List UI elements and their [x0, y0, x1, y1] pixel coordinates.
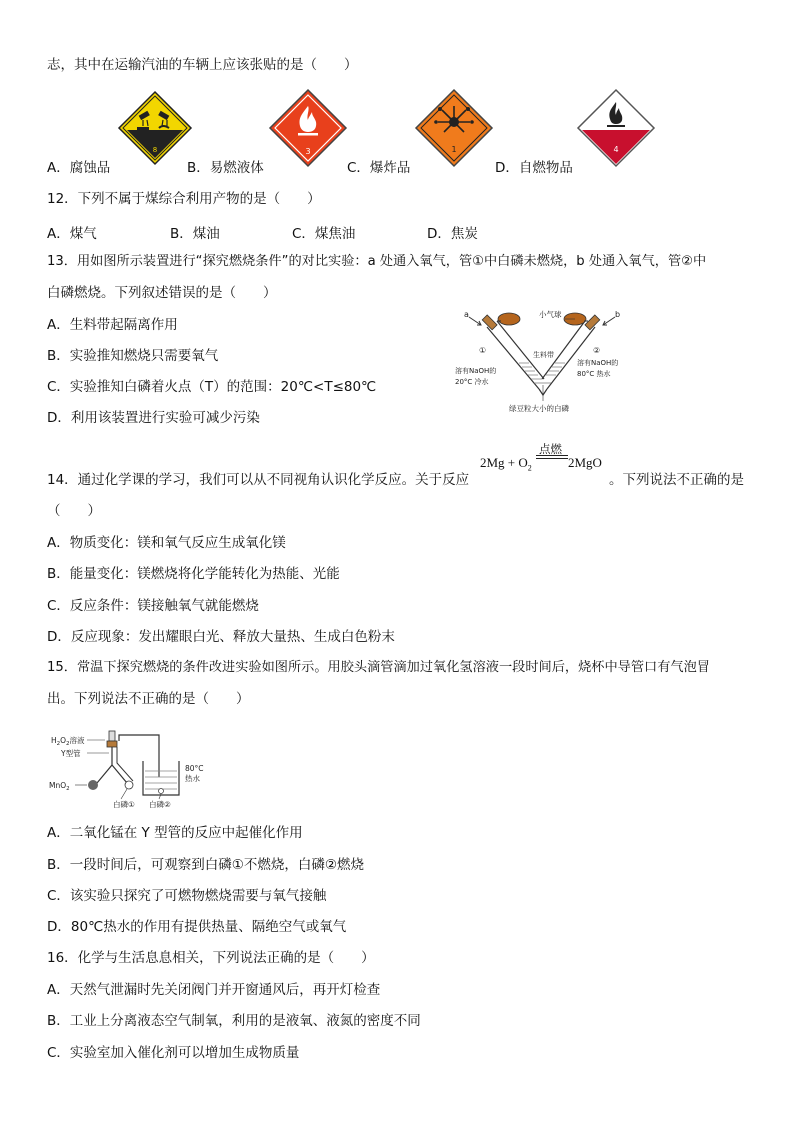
q12-option-d[interactable]: D．焦炭: [427, 226, 478, 242]
q14-option-a[interactable]: A．物质变化：镁和氧气反应生成氧化镁: [47, 535, 286, 551]
right-solution-label: 溶有NaOH的: [577, 359, 619, 367]
y-tube-label: Y型管: [61, 749, 81, 758]
q13-stem-line2: 白磷燃烧。下列叙述错误的是（ ）: [47, 285, 277, 301]
phosphorus-2-label: 白磷②: [149, 800, 171, 809]
corrosive-sign-icon: [115, 88, 195, 168]
tape-label: 生料带: [533, 351, 554, 359]
q15-option-a[interactable]: A．二氧化锰在 Y 型管的反应中起催化作用: [47, 825, 303, 841]
svg-text:1: 1: [451, 145, 457, 154]
q12-option-a[interactable]: A．煤气: [47, 226, 97, 242]
q11-option-c[interactable]: C．爆炸品: [347, 160, 411, 176]
q12-option-c[interactable]: C．煤焦油: [292, 226, 356, 242]
q13-stem-line1: 13．用如图所示装置进行“探究燃烧条件”的对比实验：a 处通入氧气，管①中白磷未燃烧，b 处通入氧气，管②中: [47, 254, 707, 269]
left-water-label: 20°C 冷水: [455, 378, 489, 386]
q14-option-d[interactable]: D．反应现象：发出耀眼白光、释放大量热、生成白色粉末: [47, 629, 395, 645]
q12-option-b[interactable]: B．煤油: [170, 226, 220, 242]
q16-option-b[interactable]: B．工业上分离液态空气制氧，利用的是液氧、液氮的密度不同: [47, 1013, 421, 1029]
q13-option-d[interactable]: D．利用该装置进行实验可减少污染: [47, 410, 260, 426]
q15-stem-line2: 出。下列说法不正确的是（ ）: [47, 691, 250, 707]
q14-stem-line1: 14．通过化学课的学习，我们可以从不同视角认识化学反应。关于反应: [47, 472, 470, 488]
phosphorus-1-label: 白磷①: [113, 800, 135, 809]
reaction-condition: 点燃: [539, 442, 562, 456]
q16-option-a[interactable]: A．天然气泄漏时先关闭阀门并开窗通风后，再开灯检查: [47, 982, 381, 998]
q13-option-a[interactable]: A．生料带起隔离作用: [47, 317, 178, 333]
left-solution-label: 溶有NaOH的: [455, 367, 497, 375]
label-a: a: [464, 310, 469, 319]
q15-option-b[interactable]: B．一段时间后，可观察到白磷①不燃烧，白磷②燃烧: [47, 857, 364, 873]
equation-left: $2Mg + O_2$: [480, 455, 532, 473]
h2o2-label: $H_2O_2$溶液: [51, 736, 85, 747]
explosive-sign-icon: [414, 88, 494, 168]
equation-right: 2MgO: [568, 455, 602, 470]
reaction-equation: [480, 441, 610, 473]
spontaneous-combustion-sign-icon: [576, 88, 656, 168]
svg-text:3: 3: [305, 147, 311, 156]
q15-option-d[interactable]: D．80℃热水的作用有提供热量、隔绝空气或氧气: [47, 919, 347, 935]
q15-apparatus-diagram: [47, 727, 217, 811]
q11-option-b[interactable]: B．易燃液体: [187, 160, 264, 176]
q14-stem-line1-end: 。下列说法不正确的是: [609, 472, 744, 488]
q12-stem: 12．下列不属于煤综合利用产物的是（ ）: [47, 191, 321, 207]
q15-stem-line1: 15．常温下探究燃烧的条件改进实验如图所示。用胶头滴管滴加过氧化氢溶液一段时间后，烧杯中导管口有气泡冒: [47, 660, 710, 675]
q15-option-c[interactable]: C．该实验只探究了可燃物燃烧需要与氧气接触: [47, 888, 327, 904]
phosphorus-label: 绿豆粒大小的白磷: [509, 404, 569, 413]
q16-stem: 16．化学与生活息息相关，下列说法正确的是（ ）: [47, 950, 375, 966]
q11-stem: 志，其中在运输汽油的车辆上应该张贴的是（ ）: [47, 57, 358, 73]
temp-label: 80°C: [185, 764, 204, 773]
q13-apparatus-diagram: [447, 305, 637, 417]
flammable-liquid-sign-icon: [268, 88, 348, 168]
q11-option-d[interactable]: D．自燃物品: [495, 160, 573, 176]
q13-option-b[interactable]: B．实验推知燃烧只需要氧气: [47, 348, 219, 364]
q14-option-c[interactable]: C．反应条件：镁接触氧气就能燃烧: [47, 598, 259, 614]
right-water-label: 80°C 热水: [577, 370, 611, 378]
q16-option-c[interactable]: C．实验室加入催化剂可以增加生成物质量: [47, 1045, 300, 1061]
q14-option-b[interactable]: B．能量变化：镁燃烧将化学能转化为热能、光能: [47, 566, 340, 582]
q13-option-c[interactable]: C．实验推知白磷着火点（T）的范围：20℃<T≤80℃: [47, 379, 377, 395]
hot-water-label: 热水: [185, 774, 200, 783]
balloon-label: 小气球: [539, 310, 562, 319]
q14-stem-line2: （ ）: [47, 503, 101, 519]
svg-text:8: 8: [152, 146, 158, 154]
label-b: b: [615, 310, 621, 319]
q11-option-a[interactable]: A．腐蚀品: [47, 160, 111, 176]
svg-text:4: 4: [613, 145, 619, 154]
mno2-label: MnO$_2$: [49, 781, 70, 792]
tube1-label: ①: [479, 346, 487, 355]
tube2-label: ②: [593, 346, 601, 355]
